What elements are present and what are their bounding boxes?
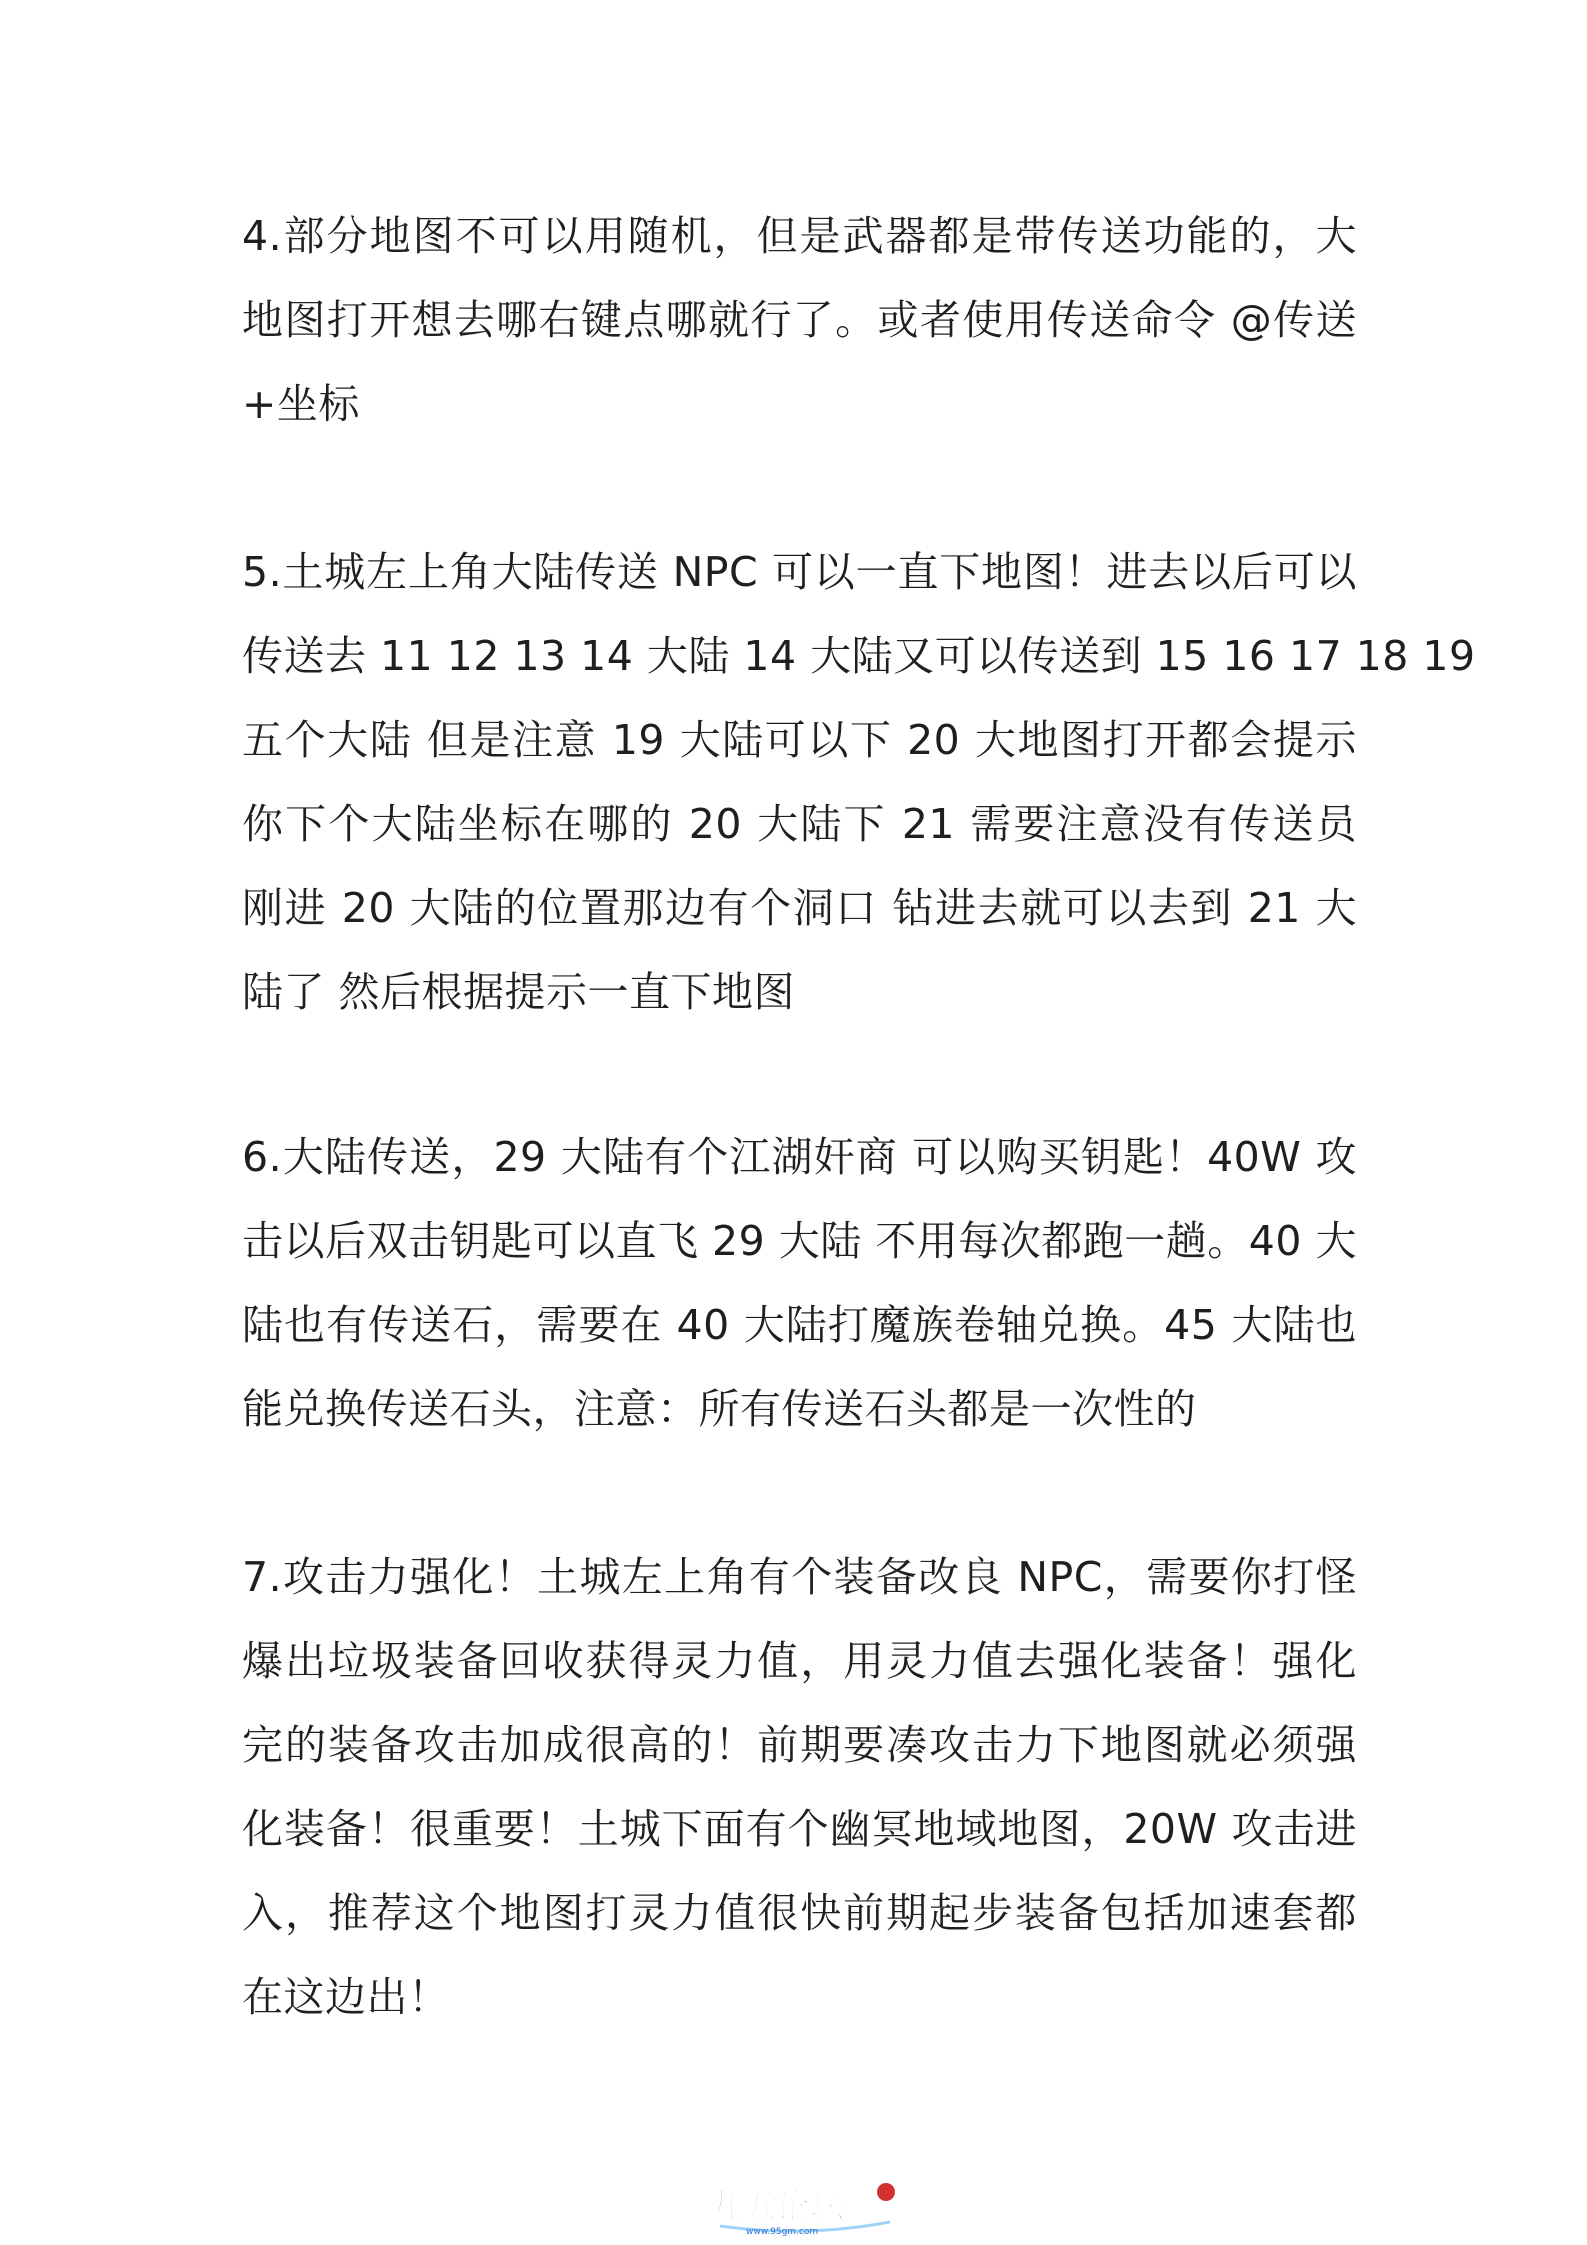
paragraph-line: 刚进 20 大陆的位置那边有个洞口 钻进去就可以去到 21 大 [242,884,1357,932]
paragraph-line: 爆出垃圾装备回收获得灵力值，用灵力值去强化装备！强化 [242,1637,1357,1685]
logo-text: 九五论坛 [708,2187,844,2227]
paragraph-line: 你下个大陆坐标在哪的 20 大陆下 21 需要注意没有传送员 [242,800,1357,848]
paragraph-line: 陆了 然后根据提示一直下地图 [242,968,796,1016]
paragraph-line: 陆也有传送石，需要在 40 大陆打魔族卷轴兑换。45 大陆也 [242,1301,1357,1349]
paragraph-line: 地图打开想去哪右键点哪就行了。或者使用传送命令 @传送 [242,296,1357,344]
logo-badge [877,2183,895,2201]
paragraph-line: 击以后双击钥匙可以直飞 29 大陆 不用每次都跑一趟。40 大 [242,1217,1357,1265]
paragraph-5 [242,530,1476,1034]
paragraph-line: 五个大陆 但是注意 19 大陆可以下 20 大地图打开都会提示 [242,716,1357,764]
paragraph-line: +坐标 [242,380,360,428]
paragraph-line: 完的装备攻击加成很高的！前期要凑攻击力下地图就必须强 [242,1721,1357,1769]
paragraph-line: 6.大陆传送，29 大陆有个江湖奸商 可以购买钥匙！40W 攻 [242,1133,1357,1181]
paragraph-4 [242,194,1357,446]
forum-logo-icon [700,2178,910,2238]
paragraph-6 [242,1115,1357,1451]
paragraph-line: 5.土城左上角大陆传送 NPC 可以一直下地图！进去以后可以 [242,548,1357,596]
paragraph-line: 在这边出！ [242,1973,450,2021]
paragraph-line: 7.攻击力强化！土城左上角有个装备改良 NPC，需要你打怪 [242,1553,1357,1601]
paragraph-line: 传送去 11 12 13 14 大陆 14 大陆又可以传送到 15 16 17 18 19 [242,632,1476,680]
paragraph-line: 能兑换传送石头，注意：所有传送石头都是一次性的 [242,1385,1197,1433]
paragraph-line: 化装备！很重要！土城下面有个幽冥地域地图，20W 攻击进 [242,1805,1357,1853]
paragraph-line: 4.部分地图不可以用随机，但是武器都是带传送功能的，大 [242,212,1357,260]
paragraph-7 [242,1535,1357,2039]
logo-subtext: www.95gm.com [746,2227,819,2237]
paragraph-line: 入，推荐这个地图打灵力值很快前期起步装备包括加速套都 [242,1889,1357,1937]
